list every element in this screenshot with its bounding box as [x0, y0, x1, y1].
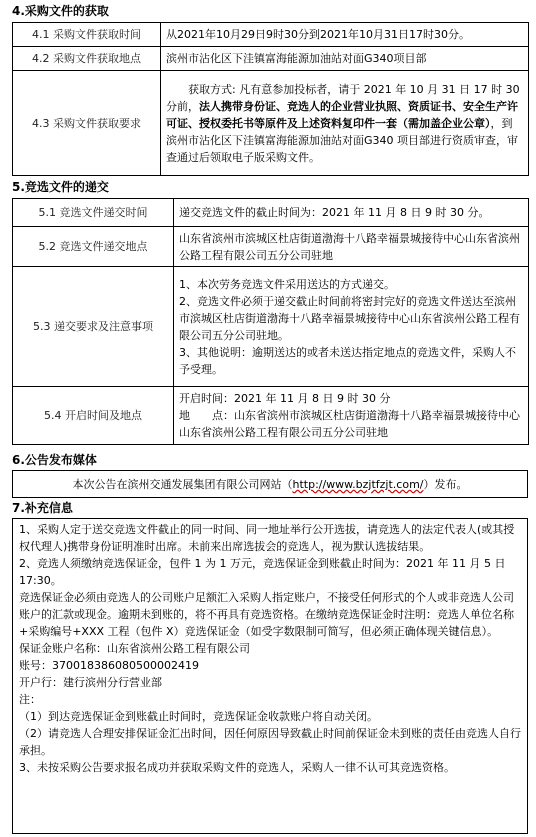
section-6-title: 6.公告发布媒体 — [12, 453, 97, 467]
info-paragraph: 3、未按采购公告要求报名成功并获取采购文件的竞选人，采购人一律不认可其竞选资格。 — [19, 761, 455, 774]
row-value: 山东省滨州市滨城区杜店街道渤海十八路幸福景城接待中心山东省滨州公路工程有限公司五分公司驻地 — [174, 227, 529, 267]
requirement-text-2: ，到滨州市沾化区下洼镇富海能源加油站对面G340 项目部进行资质审查，审查通过后领取电子版采购文件。 — [166, 116, 519, 164]
section-4-title: 4.采购文件的获取 — [12, 4, 109, 18]
row-label: 5.2 竞选文件递交地点 — [13, 227, 174, 267]
note-label: 注： — [19, 693, 41, 706]
row-value: 从2021年10月29日9时30分到2021年10月31日17时30分。 — [161, 23, 529, 47]
row-value: 滨州市沾化区下洼镇富海能源加油站对面G340项目部 — [161, 47, 529, 71]
row-value — [161, 71, 529, 176]
announcement-text-end: ）发布。 — [423, 478, 468, 491]
info-paragraph: （1）到达竞选保证金到账截止时间时，竞选保证金收款账户将自动关闭。 — [19, 710, 378, 723]
bank-name: 开户行：建行滨州分行营业部 — [19, 676, 162, 689]
table-row — [13, 47, 529, 71]
table-row — [13, 23, 529, 47]
account-name: 保证金账户名称：山东省滨州公路工程有限公司 — [19, 642, 250, 655]
row-label: 5.4 开启时间及地点 — [13, 387, 174, 445]
requirement-text-1: 获取方式: 凡有意参加投标者，请于 2021 年 10 月 31 日 17 时 30 分前， — [166, 82, 520, 113]
website-link[interactable]: http://www.bzjtfzjt.com/ — [292, 478, 424, 491]
announcement-box — [12, 470, 528, 498]
row-label: 4.1 采购文件获取时间 — [13, 23, 161, 47]
table-row — [13, 227, 529, 267]
open-location: 地 点：山东省滨州市滨城区杜店街道渤海十八路幸福景城接待中心山东省滨州公路工程有限公司五分公司驻地 — [179, 409, 520, 439]
open-time: 开启时间：2021 年 11 月 8 日 9 时 30 分 — [179, 392, 391, 405]
section-5-table — [12, 198, 529, 445]
row-label: 4.2 采购文件获取地点 — [13, 47, 161, 71]
section-4-table — [12, 22, 529, 176]
info-paragraph: 1、采购人定于送交竞选文件截止的同一时间、同一地址举行公开选拔，请竞选人的法定代表人(或其授权代理人)携带身份证明准时出席。未前来出席选拔会的竞选人，视为默认选拔结果。 — [19, 523, 515, 553]
table-row — [13, 199, 529, 227]
list-item: 1、本次劳务竞选文件采用送达的方式递交。 — [179, 277, 395, 291]
announcement-text: 本次公告在滨州交通发展集团有限公司网站（ — [72, 478, 293, 491]
list-item: 2、竞选文件必须于递交截止时间前将密封完好的竞选文件送达至滨州市滨城区杜店街道渤海十八路幸福景城接待中心山东省滨州公路工程有限公司五分公司驻地。 — [179, 294, 520, 342]
section-5-title: 5.竞选文件的递交 — [12, 180, 109, 194]
table-row — [13, 71, 529, 176]
list-item: 3、其他说明：逾期送达的或者未送达指定地点的竞选文件，采购人不予受理。 — [179, 345, 516, 376]
info-paragraph: 2、竞选人须缴纳竞选保证金，包件 1 为 1 万元，竞选保证金到账截止时间为：2021 年 11 月 5 日 17:30。 — [19, 557, 506, 587]
row-value: 递交竞选文件的截止时间为：2021 年 11 月 8 日 9 时 30 分。 — [174, 199, 529, 227]
section-7-title: 7.补充信息 — [12, 501, 73, 515]
row-value — [174, 387, 529, 445]
requirement-bold-text: 法人携带身份证、竞选人的企业营业执照、资质证书、安全生产许可证、授权委托书等原件及上述资料复印件一套（需加盖企业公章） — [166, 99, 518, 130]
table-row — [13, 267, 529, 387]
row-label: 5.1 竞选文件递交时间 — [13, 199, 174, 227]
table-row — [13, 387, 529, 445]
account-number: 账号：370018386080500002419 — [19, 659, 199, 672]
info-paragraph: 竞选保证金必须由竞选人的公司账户足额汇入采购人指定账户，不接受任何形式的个人或非竞选人公司账户的汇款或现金。逾期未到账的，将不再具有竞选资格。在缴纳竞选保证金时注明：竞选人单位名称+采购编号+XXX 工程（包件 X）竞选保证金（如受字数限制可简写，但必须正确体现关键信息）。 — [19, 591, 514, 638]
row-label: 5.3 递交要求及注意事项 — [13, 267, 174, 387]
row-label: 4.3 采购文件获取要求 — [13, 71, 161, 176]
supplementary-info-box — [12, 518, 528, 834]
info-paragraph: （2）请竞选人合理安排保证金汇出时间，因任何原因导致截止时间前保证金未到账的责任由竞选人自行承担。 — [19, 727, 521, 757]
row-value — [174, 267, 529, 387]
